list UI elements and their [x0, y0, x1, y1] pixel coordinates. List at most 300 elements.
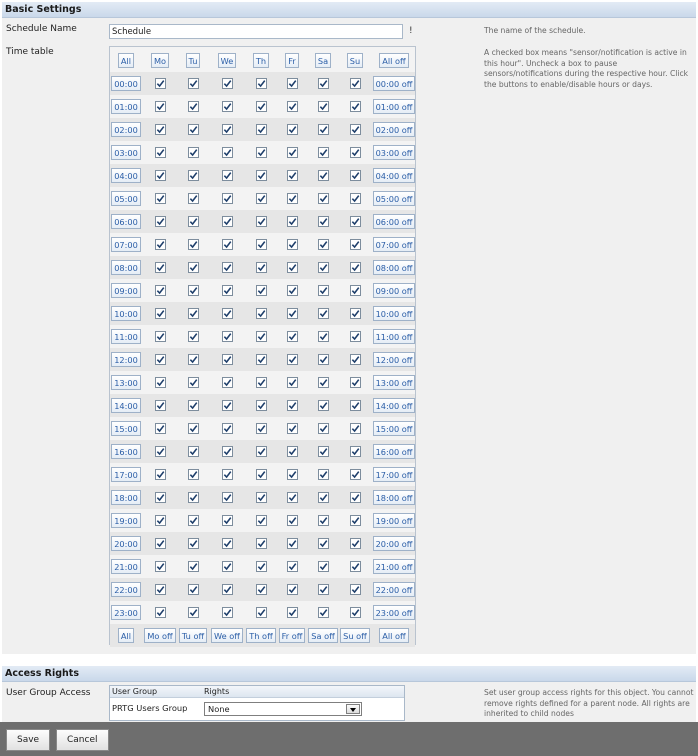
hour-day-checkbox[interactable] — [350, 78, 361, 89]
checkmark-icon — [288, 309, 297, 318]
hour-day-checkbox[interactable] — [256, 515, 267, 526]
hour-day-checkbox[interactable] — [350, 216, 361, 227]
hour-day-checkbox[interactable] — [222, 308, 233, 319]
timetable-hour-row — [110, 72, 415, 95]
checkmark-icon — [223, 447, 232, 456]
hour-off-button[interactable]: 10:00 off — [373, 306, 416, 321]
checkmark-icon — [351, 608, 360, 617]
checkmark-icon — [189, 125, 198, 134]
hour-day-checkbox[interactable] — [188, 400, 199, 411]
hour-day-checkbox[interactable] — [287, 262, 298, 273]
checkmark-icon — [351, 148, 360, 157]
day-on-button[interactable]: Fr — [285, 53, 298, 68]
schedule-name-help: The name of the schedule. — [484, 26, 586, 35]
hour-day-checkbox[interactable] — [256, 423, 267, 434]
hour-day-checkbox[interactable] — [256, 101, 267, 112]
hour-off-button[interactable]: 11:00 off — [373, 329, 416, 344]
hour-on-button[interactable]: 10:00 — [111, 306, 141, 321]
checkmark-icon — [257, 424, 266, 433]
hour-day-checkbox[interactable] — [350, 538, 361, 549]
hour-day-checkbox[interactable] — [287, 538, 298, 549]
all-off-button[interactable]: All off — [379, 53, 408, 68]
hour-on-button[interactable]: 01:00 — [111, 99, 141, 114]
hour-day-checkbox[interactable] — [287, 446, 298, 457]
hour-day-checkbox[interactable] — [222, 170, 233, 181]
checkmark-icon — [288, 470, 297, 479]
day-off-button[interactable]: We off — [211, 628, 243, 643]
hour-on-button[interactable]: 18:00 — [111, 490, 141, 505]
hour-day-checkbox[interactable] — [287, 400, 298, 411]
hour-day-checkbox[interactable] — [350, 561, 361, 572]
checkmark-icon — [156, 493, 165, 502]
hour-on-button[interactable]: 09:00 — [111, 283, 141, 298]
day-on-button[interactable]: Mo — [151, 53, 169, 68]
hour-day-checkbox[interactable] — [350, 308, 361, 319]
hour-off-button[interactable]: 13:00 off — [373, 375, 416, 390]
hour-day-checkbox[interactable] — [287, 308, 298, 319]
access-rights-help: Set user group access rights for this object. You cannot remove rights defined for a parent node. All rights are inherited to child nodes — [484, 688, 694, 718]
hour-day-checkbox[interactable] — [318, 216, 329, 227]
hour-day-checkbox[interactable] — [155, 78, 166, 89]
checkmark-icon — [351, 309, 360, 318]
hour-day-checkbox[interactable] — [350, 377, 361, 388]
timetable-hour-row — [110, 302, 415, 325]
hour-day-checkbox[interactable] — [287, 216, 298, 227]
hour-day-checkbox[interactable] — [287, 515, 298, 526]
hour-on-button[interactable]: 21:00 — [111, 559, 141, 574]
hour-day-checkbox[interactable] — [256, 216, 267, 227]
hour-day-checkbox[interactable] — [222, 262, 233, 273]
hour-day-checkbox[interactable] — [188, 469, 199, 480]
hour-day-checkbox[interactable] — [155, 400, 166, 411]
checkmark-icon — [189, 286, 198, 295]
hour-off-button[interactable]: 07:00 off — [373, 237, 416, 252]
hour-day-checkbox[interactable] — [287, 331, 298, 342]
hour-off-button[interactable]: 06:00 off — [373, 214, 416, 229]
checkmark-icon — [156, 401, 165, 410]
checkmark-icon — [257, 470, 266, 479]
checkmark-icon — [223, 539, 232, 548]
hour-day-checkbox[interactable] — [318, 170, 329, 181]
hour-day-checkbox[interactable] — [287, 239, 298, 250]
hour-day-checkbox[interactable] — [155, 515, 166, 526]
checkmark-icon — [319, 378, 328, 387]
hour-off-button[interactable]: 18:00 off — [373, 490, 416, 505]
hour-on-button[interactable]: 11:00 — [111, 329, 141, 344]
hour-on-button[interactable]: 17:00 — [111, 467, 141, 482]
checkmark-icon — [288, 263, 297, 272]
checkmark-icon — [156, 194, 165, 203]
hour-day-checkbox[interactable] — [256, 538, 267, 549]
hour-day-checkbox[interactable] — [256, 170, 267, 181]
checkmark-icon — [319, 171, 328, 180]
hour-day-checkbox[interactable] — [350, 193, 361, 204]
hour-day-checkbox[interactable] — [188, 262, 199, 273]
hour-off-button[interactable]: 17:00 off — [373, 467, 416, 482]
hour-on-button[interactable]: 23:00 — [111, 605, 141, 620]
hour-day-checkbox[interactable] — [188, 492, 199, 503]
hour-day-checkbox[interactable] — [350, 515, 361, 526]
hour-day-checkbox[interactable] — [155, 262, 166, 273]
hour-day-checkbox[interactable] — [318, 607, 329, 618]
hour-day-checkbox[interactable] — [256, 446, 267, 457]
hour-day-checkbox[interactable] — [256, 469, 267, 480]
hour-day-checkbox[interactable] — [256, 331, 267, 342]
day-off-button[interactable]: Mo off — [144, 628, 175, 643]
hour-day-checkbox[interactable] — [188, 101, 199, 112]
hour-day-checkbox[interactable] — [188, 607, 199, 618]
hour-day-checkbox[interactable] — [155, 446, 166, 457]
hour-day-checkbox[interactable] — [318, 515, 329, 526]
hour-day-checkbox[interactable] — [318, 124, 329, 135]
checkmark-icon — [189, 263, 198, 272]
hour-day-checkbox[interactable] — [256, 400, 267, 411]
checkmark-icon — [156, 378, 165, 387]
hour-on-button[interactable]: 02:00 — [111, 122, 141, 137]
hour-day-checkbox[interactable] — [287, 285, 298, 296]
hour-day-checkbox[interactable] — [318, 400, 329, 411]
hour-day-checkbox[interactable] — [222, 285, 233, 296]
hour-day-checkbox[interactable] — [188, 147, 199, 158]
hour-on-button[interactable]: 05:00 — [111, 191, 141, 206]
schedule-name-input[interactable] — [109, 24, 403, 39]
hour-off-button[interactable]: 00:00 off — [373, 76, 416, 91]
hour-day-checkbox[interactable] — [222, 561, 233, 572]
hour-day-checkbox[interactable] — [222, 331, 233, 342]
all-off-button[interactable]: All off — [379, 628, 408, 643]
hour-day-checkbox[interactable] — [188, 538, 199, 549]
hour-day-checkbox[interactable] — [287, 147, 298, 158]
hour-day-checkbox[interactable] — [188, 308, 199, 319]
hour-off-button[interactable]: 14:00 off — [373, 398, 416, 413]
day-on-button[interactable]: Sa — [315, 53, 331, 68]
hour-day-checkbox[interactable] — [222, 78, 233, 89]
all-on-button[interactable]: All — [118, 53, 134, 68]
hour-day-checkbox[interactable] — [222, 101, 233, 112]
hour-day-checkbox[interactable] — [222, 469, 233, 480]
hour-day-checkbox[interactable] — [188, 377, 199, 388]
basic-settings-header: Basic Settings — [2, 2, 696, 18]
day-off-button[interactable]: Fr off — [279, 628, 306, 643]
hour-off-button[interactable]: 05:00 off — [373, 191, 416, 206]
hour-day-checkbox[interactable] — [318, 262, 329, 273]
hour-day-checkbox[interactable] — [318, 446, 329, 457]
hour-day-checkbox[interactable] — [188, 78, 199, 89]
hour-day-checkbox[interactable] — [287, 607, 298, 618]
hour-day-checkbox[interactable] — [188, 170, 199, 181]
hour-day-checkbox[interactable] — [188, 216, 199, 227]
hour-off-button[interactable]: 19:00 off — [373, 513, 416, 528]
day-off-button[interactable]: Su off — [340, 628, 370, 643]
hour-day-checkbox[interactable] — [287, 101, 298, 112]
hour-day-checkbox[interactable] — [350, 492, 361, 503]
hour-day-checkbox[interactable] — [256, 584, 267, 595]
day-off-button[interactable]: Tu off — [179, 628, 207, 643]
hour-day-checkbox[interactable] — [256, 308, 267, 319]
hour-day-checkbox[interactable] — [350, 584, 361, 595]
hour-off-button[interactable]: 09:00 off — [373, 283, 416, 298]
hour-on-button[interactable]: 08:00 — [111, 260, 141, 275]
hour-off-button[interactable]: 03:00 off — [373, 145, 416, 160]
hour-day-checkbox[interactable] — [155, 331, 166, 342]
hour-day-checkbox[interactable] — [256, 262, 267, 273]
hour-day-checkbox[interactable] — [155, 469, 166, 480]
hour-on-button[interactable]: 13:00 — [111, 375, 141, 390]
all-on-button[interactable]: All — [118, 628, 134, 643]
hour-day-checkbox[interactable] — [188, 446, 199, 457]
hour-on-button[interactable]: 07:00 — [111, 237, 141, 252]
hour-day-checkbox[interactable] — [188, 193, 199, 204]
hour-day-checkbox[interactable] — [155, 492, 166, 503]
timetable-hour-row — [110, 95, 415, 118]
hour-day-checkbox[interactable] — [188, 239, 199, 250]
hour-on-button[interactable]: 03:00 — [111, 145, 141, 160]
hour-off-button[interactable]: 20:00 off — [373, 536, 416, 551]
hour-day-checkbox[interactable] — [155, 584, 166, 595]
hour-day-checkbox[interactable] — [222, 423, 233, 434]
hour-day-checkbox[interactable] — [155, 193, 166, 204]
checkmark-icon — [189, 493, 198, 502]
timetable-hour-row — [110, 279, 415, 302]
hour-day-checkbox[interactable] — [155, 147, 166, 158]
hour-day-checkbox[interactable] — [256, 607, 267, 618]
hour-off-button[interactable]: 04:00 off — [373, 168, 416, 183]
hour-day-checkbox[interactable] — [350, 147, 361, 158]
hour-day-checkbox[interactable] — [222, 354, 233, 365]
timetable-hour-row — [110, 509, 415, 532]
hour-day-checkbox[interactable] — [318, 193, 329, 204]
hour-day-checkbox[interactable] — [287, 354, 298, 365]
hour-day-checkbox[interactable] — [318, 147, 329, 158]
hour-day-checkbox[interactable] — [318, 584, 329, 595]
hour-day-checkbox[interactable] — [222, 492, 233, 503]
checkmark-icon — [288, 608, 297, 617]
hour-day-checkbox[interactable] — [287, 423, 298, 434]
checkmark-icon — [319, 125, 328, 134]
hour-day-checkbox[interactable] — [350, 124, 361, 135]
day-on-button[interactable]: Tu — [186, 53, 201, 68]
checkmark-icon — [351, 263, 360, 272]
hour-day-checkbox[interactable] — [188, 354, 199, 365]
checkmark-icon — [351, 470, 360, 479]
hour-on-button[interactable]: 14:00 — [111, 398, 141, 413]
hour-day-checkbox[interactable] — [155, 239, 166, 250]
checkmark-icon — [223, 148, 232, 157]
hour-off-button[interactable]: 23:00 off — [373, 605, 416, 620]
hour-day-checkbox[interactable] — [155, 285, 166, 296]
hour-off-button[interactable]: 12:00 off — [373, 352, 416, 367]
hour-day-checkbox[interactable] — [350, 331, 361, 342]
checkmark-icon — [319, 562, 328, 571]
hour-day-checkbox[interactable] — [222, 515, 233, 526]
hour-day-checkbox[interactable] — [222, 193, 233, 204]
hour-day-checkbox[interactable] — [318, 78, 329, 89]
hour-day-checkbox[interactable] — [155, 538, 166, 549]
hour-day-checkbox[interactable] — [318, 308, 329, 319]
checkmark-icon — [189, 539, 198, 548]
hour-day-checkbox[interactable] — [256, 561, 267, 572]
hour-day-checkbox[interactable] — [350, 423, 361, 434]
checkmark-icon — [189, 585, 198, 594]
hour-off-button[interactable]: 15:00 off — [373, 421, 416, 436]
hour-day-checkbox[interactable] — [155, 377, 166, 388]
hour-day-checkbox[interactable] — [256, 354, 267, 365]
checkmark-icon — [257, 194, 266, 203]
rights-select[interactable] — [204, 702, 362, 716]
checkmark-icon — [288, 401, 297, 410]
hour-off-button[interactable]: 08:00 off — [373, 260, 416, 275]
hour-day-checkbox[interactable] — [256, 285, 267, 296]
hour-day-checkbox[interactable] — [287, 193, 298, 204]
hour-day-checkbox[interactable] — [188, 584, 199, 595]
hour-day-checkbox[interactable] — [287, 492, 298, 503]
hour-day-checkbox[interactable] — [155, 561, 166, 572]
day-off-button[interactable]: Sa off — [308, 628, 337, 643]
day-on-button[interactable]: Su — [347, 53, 363, 68]
hour-off-button[interactable]: 01:00 off — [373, 99, 416, 114]
hour-day-checkbox[interactable] — [155, 308, 166, 319]
hour-day-checkbox[interactable] — [350, 354, 361, 365]
hour-day-checkbox[interactable] — [155, 216, 166, 227]
hour-off-button[interactable]: 02:00 off — [373, 122, 416, 137]
hour-day-checkbox[interactable] — [318, 354, 329, 365]
checkmark-icon — [223, 378, 232, 387]
hour-day-checkbox[interactable] — [350, 239, 361, 250]
checkmark-icon — [189, 447, 198, 456]
hour-on-button[interactable]: 22:00 — [111, 582, 141, 597]
hour-day-checkbox[interactable] — [188, 423, 199, 434]
hour-on-button[interactable]: 16:00 — [111, 444, 141, 459]
hour-day-checkbox[interactable] — [222, 400, 233, 411]
hour-day-checkbox[interactable] — [222, 538, 233, 549]
hour-day-checkbox[interactable] — [287, 78, 298, 89]
timetable-hour-row — [110, 141, 415, 164]
hour-day-checkbox[interactable] — [350, 262, 361, 273]
hour-day-checkbox[interactable] — [287, 170, 298, 181]
checkmark-icon — [319, 102, 328, 111]
save-button[interactable]: Save — [6, 729, 50, 751]
hour-day-checkbox[interactable] — [155, 607, 166, 618]
hour-day-checkbox[interactable] — [318, 239, 329, 250]
checkmark-icon — [319, 401, 328, 410]
hour-day-checkbox[interactable] — [222, 584, 233, 595]
hour-day-checkbox[interactable] — [318, 538, 329, 549]
checkmark-icon — [351, 447, 360, 456]
checkmark-icon — [189, 401, 198, 410]
hour-day-checkbox[interactable] — [350, 607, 361, 618]
hour-day-checkbox[interactable] — [318, 377, 329, 388]
hour-day-checkbox[interactable] — [287, 377, 298, 388]
hour-day-checkbox[interactable] — [256, 78, 267, 89]
checkmark-icon — [156, 79, 165, 88]
hour-day-checkbox[interactable] — [188, 285, 199, 296]
hour-day-checkbox[interactable] — [222, 216, 233, 227]
hour-day-checkbox[interactable] — [287, 469, 298, 480]
hour-off-button[interactable]: 22:00 off — [373, 582, 416, 597]
hour-day-checkbox[interactable] — [256, 377, 267, 388]
checkmark-icon — [189, 217, 198, 226]
chevron-down-icon[interactable] — [346, 704, 360, 714]
hour-day-checkbox[interactable] — [222, 377, 233, 388]
checkmark-icon — [351, 171, 360, 180]
hour-day-checkbox[interactable] — [350, 170, 361, 181]
hour-day-checkbox[interactable] — [287, 124, 298, 135]
hour-day-checkbox[interactable] — [188, 561, 199, 572]
hour-on-button[interactable]: 19:00 — [111, 513, 141, 528]
hour-day-checkbox[interactable] — [188, 515, 199, 526]
hour-day-checkbox[interactable] — [318, 469, 329, 480]
hour-off-button[interactable]: 21:00 off — [373, 559, 416, 574]
checkmark-icon — [223, 608, 232, 617]
hour-day-checkbox[interactable] — [287, 561, 298, 572]
hour-day-checkbox[interactable] — [256, 492, 267, 503]
hour-day-checkbox[interactable] — [222, 446, 233, 457]
day-on-button[interactable]: Th — [253, 53, 269, 68]
timetable-header-row — [110, 49, 415, 72]
checkmark-icon — [319, 355, 328, 364]
hour-day-checkbox[interactable] — [318, 331, 329, 342]
hour-day-checkbox[interactable] — [256, 239, 267, 250]
checkmark-icon — [223, 355, 232, 364]
hour-day-checkbox[interactable] — [188, 124, 199, 135]
hour-day-checkbox[interactable] — [155, 354, 166, 365]
checkmark-icon — [288, 194, 297, 203]
day-on-button[interactable]: We — [218, 53, 237, 68]
hour-day-checkbox[interactable] — [350, 400, 361, 411]
hour-day-checkbox[interactable] — [318, 101, 329, 112]
hour-day-checkbox[interactable] — [188, 331, 199, 342]
day-off-button[interactable]: Th off — [246, 628, 275, 643]
hour-on-button[interactable]: 20:00 — [111, 536, 141, 551]
checkmark-icon — [288, 585, 297, 594]
hour-day-checkbox[interactable] — [256, 124, 267, 135]
checkmark-icon — [156, 102, 165, 111]
hour-day-checkbox[interactable] — [256, 193, 267, 204]
col-rights: Rights — [204, 687, 230, 696]
hour-day-checkbox[interactable] — [222, 607, 233, 618]
hour-day-checkbox[interactable] — [318, 423, 329, 434]
hour-day-checkbox[interactable] — [222, 147, 233, 158]
hour-day-checkbox[interactable] — [318, 285, 329, 296]
hour-day-checkbox[interactable] — [155, 124, 166, 135]
timetable-hour-row — [110, 187, 415, 210]
hour-day-checkbox[interactable] — [155, 170, 166, 181]
hour-day-checkbox[interactable] — [350, 446, 361, 457]
hour-on-button[interactable]: 04:00 — [111, 168, 141, 183]
hour-day-checkbox[interactable] — [350, 101, 361, 112]
hour-day-checkbox[interactable] — [155, 423, 166, 434]
hour-day-checkbox[interactable] — [222, 239, 233, 250]
checkmark-icon — [351, 332, 360, 341]
hour-day-checkbox[interactable] — [287, 584, 298, 595]
checkmark-icon — [257, 539, 266, 548]
hour-on-button[interactable]: 12:00 — [111, 352, 141, 367]
hour-day-checkbox[interactable] — [318, 492, 329, 503]
hour-on-button[interactable]: 15:00 — [111, 421, 141, 436]
checkmark-icon — [351, 562, 360, 571]
hour-on-button[interactable]: 00:00 — [111, 76, 141, 91]
hour-on-button[interactable]: 06:00 — [111, 214, 141, 229]
hour-day-checkbox[interactable] — [350, 285, 361, 296]
hour-day-checkbox[interactable] — [318, 561, 329, 572]
hour-day-checkbox[interactable] — [155, 101, 166, 112]
hour-day-checkbox[interactable] — [350, 469, 361, 480]
hour-day-checkbox[interactable] — [256, 147, 267, 158]
cancel-button[interactable]: Cancel — [56, 729, 109, 751]
hour-day-checkbox[interactable] — [222, 124, 233, 135]
hour-off-button[interactable]: 16:00 off — [373, 444, 416, 459]
timetable-hour-row — [110, 210, 415, 233]
